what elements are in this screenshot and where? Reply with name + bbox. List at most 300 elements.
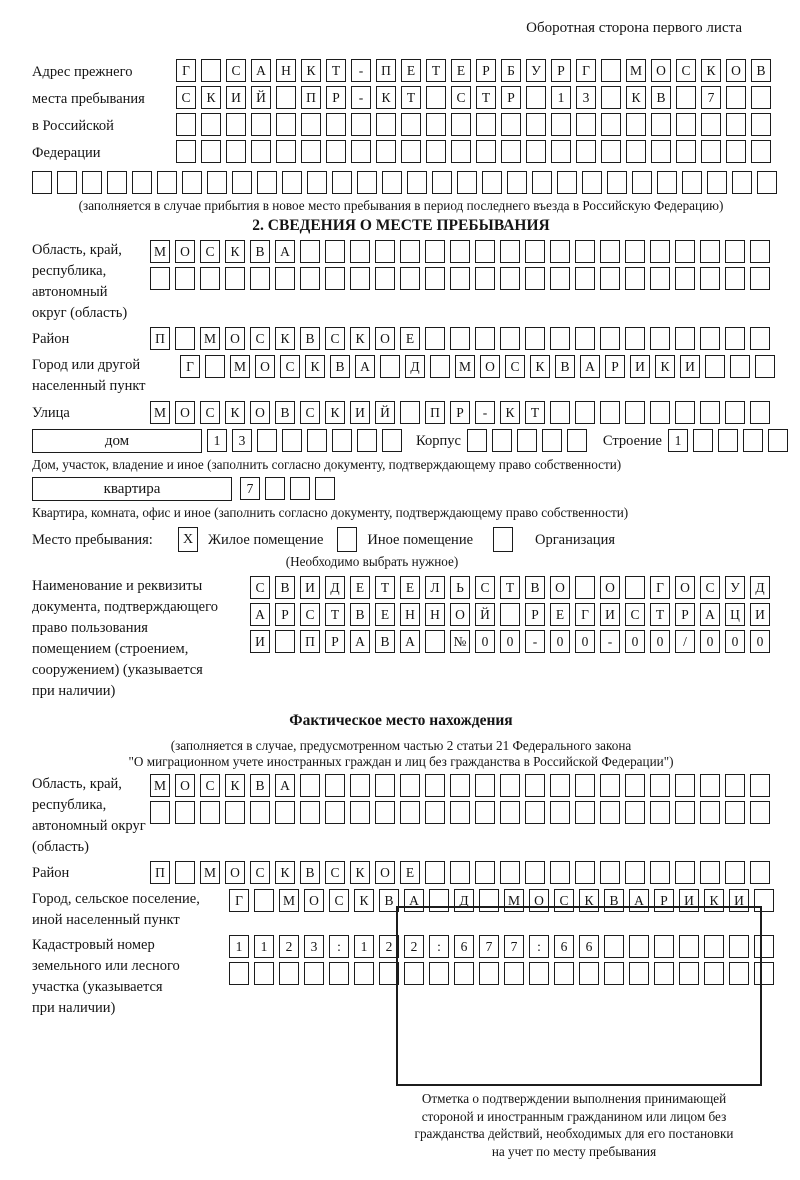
char-box[interactable]: И xyxy=(750,603,770,626)
char-box[interactable] xyxy=(525,240,545,263)
char-box[interactable] xyxy=(375,801,395,824)
char-box[interactable] xyxy=(400,401,420,424)
char-box[interactable] xyxy=(526,86,546,109)
char-box[interactable] xyxy=(707,171,727,194)
char-box[interactable] xyxy=(650,861,670,884)
char-box[interactable] xyxy=(625,401,645,424)
char-box[interactable]: В xyxy=(604,889,624,912)
char-box[interactable] xyxy=(475,267,495,290)
char-box[interactable]: И xyxy=(679,889,699,912)
char-box[interactable] xyxy=(750,401,770,424)
char-box[interactable]: М xyxy=(150,240,170,263)
char-box[interactable] xyxy=(332,171,352,194)
char-box[interactable]: 7 xyxy=(504,935,524,958)
char-box[interactable] xyxy=(600,240,620,263)
char-box[interactable] xyxy=(375,267,395,290)
char-box[interactable] xyxy=(550,801,570,824)
char-box[interactable] xyxy=(750,801,770,824)
char-box[interactable] xyxy=(600,267,620,290)
char-box[interactable]: С xyxy=(300,603,320,626)
char-box[interactable]: Е xyxy=(400,327,420,350)
char-box[interactable]: К xyxy=(655,355,675,378)
char-box[interactable] xyxy=(700,774,720,797)
char-box[interactable] xyxy=(265,477,285,500)
char-box[interactable] xyxy=(225,801,245,824)
char-box[interactable] xyxy=(226,140,246,163)
char-box[interactable] xyxy=(700,401,720,424)
char-box[interactable] xyxy=(176,140,196,163)
char-box[interactable] xyxy=(425,240,445,263)
char-box[interactable] xyxy=(675,861,695,884)
char-box[interactable]: С xyxy=(676,59,696,82)
char-box[interactable]: 1 xyxy=(354,935,374,958)
char-box[interactable] xyxy=(751,86,771,109)
char-box[interactable] xyxy=(676,86,696,109)
char-box[interactable] xyxy=(701,140,721,163)
char-box[interactable] xyxy=(517,429,537,452)
char-box[interactable] xyxy=(500,267,520,290)
char-box[interactable]: К xyxy=(376,86,396,109)
char-box[interactable]: С xyxy=(226,59,246,82)
char-box[interactable]: К xyxy=(225,401,245,424)
char-box[interactable] xyxy=(175,861,195,884)
char-box[interactable] xyxy=(257,429,277,452)
char-box[interactable]: К xyxy=(305,355,325,378)
char-box[interactable] xyxy=(425,774,445,797)
char-box[interactable]: Т xyxy=(375,576,395,599)
char-box[interactable] xyxy=(676,113,696,136)
char-box[interactable] xyxy=(357,171,377,194)
char-box[interactable]: Г xyxy=(576,59,596,82)
char-box[interactable]: Т xyxy=(401,86,421,109)
char-box[interactable] xyxy=(175,801,195,824)
char-box[interactable] xyxy=(743,429,763,452)
char-box[interactable] xyxy=(650,267,670,290)
char-box[interactable] xyxy=(57,171,77,194)
char-box[interactable] xyxy=(607,171,627,194)
char-box[interactable]: И xyxy=(226,86,246,109)
char-box[interactable] xyxy=(182,171,202,194)
char-box[interactable] xyxy=(525,774,545,797)
char-box[interactable] xyxy=(407,171,427,194)
char-box[interactable]: 0 xyxy=(550,630,570,653)
char-box[interactable]: С xyxy=(625,603,645,626)
char-box[interactable]: 2 xyxy=(279,935,299,958)
char-box[interactable]: / xyxy=(675,630,695,653)
char-box[interactable] xyxy=(700,861,720,884)
char-box[interactable] xyxy=(132,171,152,194)
char-box[interactable] xyxy=(501,140,521,163)
char-box[interactable]: Е xyxy=(401,59,421,82)
char-box[interactable]: О xyxy=(225,861,245,884)
char-box[interactable]: П xyxy=(150,861,170,884)
char-box[interactable] xyxy=(150,801,170,824)
char-box[interactable] xyxy=(450,861,470,884)
char-box[interactable]: М xyxy=(200,861,220,884)
char-box[interactable] xyxy=(201,113,221,136)
checkbox-organization[interactable] xyxy=(493,527,513,552)
char-box[interactable] xyxy=(250,267,270,290)
char-box[interactable]: П xyxy=(301,86,321,109)
char-box[interactable] xyxy=(650,240,670,263)
char-box[interactable]: Е xyxy=(350,576,370,599)
char-box[interactable] xyxy=(650,401,670,424)
char-box[interactable] xyxy=(500,327,520,350)
char-box[interactable]: А xyxy=(250,603,270,626)
checkbox-residential[interactable]: X xyxy=(178,527,198,552)
char-box[interactable] xyxy=(726,86,746,109)
char-box[interactable] xyxy=(232,171,252,194)
char-box[interactable]: Р xyxy=(675,603,695,626)
char-box[interactable]: 0 xyxy=(750,630,770,653)
char-box[interactable] xyxy=(525,267,545,290)
char-box[interactable] xyxy=(675,327,695,350)
char-box[interactable]: М xyxy=(504,889,524,912)
char-box[interactable]: О xyxy=(304,889,324,912)
char-box[interactable]: Е xyxy=(550,603,570,626)
char-box[interactable] xyxy=(755,355,775,378)
char-box[interactable]: 7 xyxy=(701,86,721,109)
char-box[interactable] xyxy=(475,861,495,884)
char-box[interactable]: Г xyxy=(229,889,249,912)
char-box[interactable]: А xyxy=(275,240,295,263)
char-box[interactable]: П xyxy=(300,630,320,653)
char-box[interactable]: К xyxy=(301,59,321,82)
char-box[interactable]: А xyxy=(629,889,649,912)
char-box[interactable]: 7 xyxy=(479,935,499,958)
char-box[interactable] xyxy=(290,477,310,500)
char-box[interactable] xyxy=(632,171,652,194)
char-box[interactable] xyxy=(500,774,520,797)
char-box[interactable] xyxy=(750,774,770,797)
char-box[interactable] xyxy=(475,327,495,350)
char-box[interactable]: 6 xyxy=(454,935,474,958)
char-box[interactable] xyxy=(750,267,770,290)
char-box[interactable] xyxy=(426,86,446,109)
char-box[interactable]: В xyxy=(375,630,395,653)
char-box[interactable]: Г xyxy=(176,59,196,82)
char-box[interactable] xyxy=(332,429,352,452)
char-box[interactable] xyxy=(150,267,170,290)
char-box[interactable] xyxy=(725,861,745,884)
char-box[interactable] xyxy=(350,240,370,263)
char-box[interactable] xyxy=(430,355,450,378)
char-box[interactable] xyxy=(157,171,177,194)
char-box[interactable]: 3 xyxy=(304,935,324,958)
char-box[interactable] xyxy=(401,140,421,163)
char-box[interactable]: С xyxy=(200,401,220,424)
char-box[interactable] xyxy=(326,140,346,163)
char-box[interactable] xyxy=(376,140,396,163)
char-box[interactable] xyxy=(625,327,645,350)
char-box[interactable]: О xyxy=(250,401,270,424)
char-box[interactable]: 0 xyxy=(500,630,520,653)
char-box[interactable]: К xyxy=(275,861,295,884)
char-box[interactable]: К xyxy=(354,889,374,912)
char-box[interactable] xyxy=(600,861,620,884)
char-box[interactable]: № xyxy=(450,630,470,653)
char-box[interactable] xyxy=(625,240,645,263)
char-box[interactable]: Т xyxy=(426,59,446,82)
char-box[interactable] xyxy=(307,429,327,452)
char-box[interactable] xyxy=(601,86,621,109)
char-box[interactable] xyxy=(475,801,495,824)
char-box[interactable]: В xyxy=(300,861,320,884)
char-box[interactable] xyxy=(175,327,195,350)
char-box[interactable] xyxy=(725,240,745,263)
char-box[interactable]: И xyxy=(680,355,700,378)
char-box[interactable]: В xyxy=(250,774,270,797)
char-box[interactable] xyxy=(675,267,695,290)
char-box[interactable]: Р xyxy=(476,59,496,82)
char-box[interactable] xyxy=(425,630,445,653)
char-box[interactable]: 0 xyxy=(650,630,670,653)
char-box[interactable] xyxy=(425,327,445,350)
char-box[interactable] xyxy=(600,401,620,424)
char-box[interactable]: О xyxy=(175,401,195,424)
char-box[interactable] xyxy=(625,861,645,884)
char-box[interactable] xyxy=(550,267,570,290)
char-box[interactable] xyxy=(705,355,725,378)
char-box[interactable]: М xyxy=(150,774,170,797)
char-box[interactable] xyxy=(276,86,296,109)
char-box[interactable]: А xyxy=(275,774,295,797)
char-box[interactable] xyxy=(375,240,395,263)
char-box[interactable]: О xyxy=(255,355,275,378)
char-box[interactable] xyxy=(315,477,335,500)
char-box[interactable] xyxy=(525,327,545,350)
char-box[interactable]: 6 xyxy=(579,935,599,958)
char-box[interactable] xyxy=(751,113,771,136)
char-box[interactable] xyxy=(457,171,477,194)
char-box[interactable] xyxy=(326,113,346,136)
char-box[interactable]: К xyxy=(704,889,724,912)
char-box[interactable]: 0 xyxy=(475,630,495,653)
char-box[interactable]: 2 xyxy=(379,935,399,958)
char-box[interactable]: С xyxy=(505,355,525,378)
char-box[interactable]: А xyxy=(251,59,271,82)
char-box[interactable]: И xyxy=(729,889,749,912)
char-box[interactable]: Р xyxy=(501,86,521,109)
char-box[interactable] xyxy=(725,327,745,350)
char-box[interactable] xyxy=(557,171,577,194)
char-box[interactable] xyxy=(450,267,470,290)
char-box[interactable]: Р xyxy=(551,59,571,82)
char-box[interactable]: П xyxy=(376,59,396,82)
char-box[interactable] xyxy=(550,774,570,797)
char-box[interactable]: В xyxy=(350,603,370,626)
char-box[interactable]: О xyxy=(550,576,570,599)
char-box[interactable] xyxy=(732,171,752,194)
char-box[interactable] xyxy=(380,355,400,378)
char-box[interactable]: С xyxy=(250,327,270,350)
char-box[interactable]: : xyxy=(329,935,349,958)
char-box[interactable]: В xyxy=(250,240,270,263)
char-box[interactable] xyxy=(32,171,52,194)
char-box[interactable] xyxy=(582,171,602,194)
char-box[interactable] xyxy=(325,267,345,290)
char-box[interactable] xyxy=(300,267,320,290)
char-box[interactable] xyxy=(576,140,596,163)
char-box[interactable] xyxy=(700,267,720,290)
char-box[interactable] xyxy=(450,774,470,797)
char-box[interactable]: К xyxy=(225,774,245,797)
char-box[interactable] xyxy=(450,240,470,263)
char-box[interactable]: О xyxy=(450,603,470,626)
char-box[interactable]: С xyxy=(200,240,220,263)
char-box[interactable]: Т xyxy=(476,86,496,109)
char-box[interactable] xyxy=(525,861,545,884)
char-box[interactable]: А xyxy=(355,355,375,378)
char-box[interactable] xyxy=(275,801,295,824)
char-box[interactable] xyxy=(300,240,320,263)
char-box[interactable] xyxy=(382,171,402,194)
char-box[interactable]: О xyxy=(225,327,245,350)
char-box[interactable] xyxy=(201,59,221,82)
char-box[interactable]: Т xyxy=(326,59,346,82)
char-box[interactable] xyxy=(279,962,299,985)
char-box[interactable] xyxy=(467,429,487,452)
char-box[interactable] xyxy=(550,327,570,350)
char-box[interactable] xyxy=(575,240,595,263)
char-box[interactable] xyxy=(400,774,420,797)
char-box[interactable] xyxy=(82,171,102,194)
char-box[interactable]: И xyxy=(250,630,270,653)
char-box[interactable]: Н xyxy=(276,59,296,82)
char-box[interactable]: О xyxy=(726,59,746,82)
char-box[interactable] xyxy=(400,240,420,263)
char-box[interactable] xyxy=(626,140,646,163)
char-box[interactable] xyxy=(682,171,702,194)
char-box[interactable]: О xyxy=(175,240,195,263)
char-box[interactable] xyxy=(650,327,670,350)
char-box[interactable]: К xyxy=(500,401,520,424)
char-box[interactable] xyxy=(426,140,446,163)
char-box[interactable]: Й xyxy=(475,603,495,626)
char-box[interactable]: С xyxy=(280,355,300,378)
char-box[interactable] xyxy=(542,429,562,452)
char-box[interactable]: Р xyxy=(325,630,345,653)
char-box[interactable]: - xyxy=(525,630,545,653)
char-box[interactable]: : xyxy=(429,935,449,958)
char-box[interactable] xyxy=(526,113,546,136)
char-box[interactable]: М xyxy=(200,327,220,350)
char-box[interactable] xyxy=(626,113,646,136)
char-box[interactable] xyxy=(675,401,695,424)
char-box[interactable] xyxy=(725,774,745,797)
char-box[interactable]: И xyxy=(300,576,320,599)
char-box[interactable]: И xyxy=(630,355,650,378)
char-box[interactable] xyxy=(451,113,471,136)
char-box[interactable] xyxy=(225,267,245,290)
char-box[interactable] xyxy=(750,861,770,884)
char-box[interactable] xyxy=(205,355,225,378)
char-box[interactable] xyxy=(701,113,721,136)
char-box[interactable] xyxy=(492,429,512,452)
char-box[interactable] xyxy=(276,140,296,163)
char-box[interactable] xyxy=(501,113,521,136)
char-box[interactable]: И xyxy=(600,603,620,626)
char-box[interactable] xyxy=(354,962,374,985)
char-box[interactable]: В xyxy=(555,355,575,378)
char-box[interactable] xyxy=(475,240,495,263)
char-box[interactable] xyxy=(250,801,270,824)
char-box[interactable] xyxy=(300,801,320,824)
char-box[interactable]: С xyxy=(200,774,220,797)
char-box[interactable]: Й xyxy=(251,86,271,109)
char-box[interactable] xyxy=(575,576,595,599)
char-box[interactable]: К xyxy=(530,355,550,378)
char-box[interactable] xyxy=(700,327,720,350)
char-box[interactable]: Б xyxy=(501,59,521,82)
char-box[interactable] xyxy=(382,429,402,452)
char-box[interactable]: Д xyxy=(454,889,474,912)
char-box[interactable] xyxy=(301,113,321,136)
char-box[interactable]: 1 xyxy=(229,935,249,958)
char-box[interactable]: А xyxy=(404,889,424,912)
char-box[interactable] xyxy=(575,401,595,424)
char-box[interactable] xyxy=(751,140,771,163)
char-box[interactable]: Т xyxy=(500,576,520,599)
char-box[interactable]: 1 xyxy=(207,429,227,452)
char-box[interactable] xyxy=(325,774,345,797)
char-box[interactable] xyxy=(300,774,320,797)
char-box[interactable]: - xyxy=(351,59,371,82)
char-box[interactable]: М xyxy=(279,889,299,912)
char-box[interactable] xyxy=(401,113,421,136)
char-box[interactable]: В xyxy=(525,576,545,599)
char-box[interactable]: Д xyxy=(750,576,770,599)
char-box[interactable]: 6 xyxy=(554,935,574,958)
char-box[interactable] xyxy=(307,171,327,194)
char-box[interactable]: Е xyxy=(400,861,420,884)
char-box[interactable]: Т xyxy=(525,401,545,424)
char-box[interactable]: О xyxy=(651,59,671,82)
char-box[interactable] xyxy=(229,962,249,985)
char-box[interactable]: М xyxy=(455,355,475,378)
char-box[interactable] xyxy=(750,240,770,263)
char-box[interactable]: И xyxy=(350,401,370,424)
char-box[interactable]: У xyxy=(526,59,546,82)
char-box[interactable]: : xyxy=(529,935,549,958)
char-box[interactable] xyxy=(375,774,395,797)
char-box[interactable]: 0 xyxy=(700,630,720,653)
char-box[interactable]: В xyxy=(651,86,671,109)
char-box[interactable] xyxy=(575,327,595,350)
char-box[interactable] xyxy=(476,140,496,163)
char-box[interactable] xyxy=(550,861,570,884)
char-box[interactable]: Р xyxy=(450,401,470,424)
char-box[interactable]: О xyxy=(375,327,395,350)
char-box[interactable]: В xyxy=(751,59,771,82)
char-box[interactable] xyxy=(254,889,274,912)
char-box[interactable]: С xyxy=(300,401,320,424)
char-box[interactable]: С xyxy=(700,576,720,599)
char-box[interactable]: В xyxy=(275,401,295,424)
char-box[interactable]: Е xyxy=(400,576,420,599)
char-box[interactable] xyxy=(601,140,621,163)
char-box[interactable]: М xyxy=(230,355,250,378)
char-box[interactable] xyxy=(275,630,295,653)
char-box[interactable]: О xyxy=(600,576,620,599)
char-box[interactable] xyxy=(201,140,221,163)
char-box[interactable] xyxy=(600,774,620,797)
char-box[interactable] xyxy=(532,171,552,194)
char-box[interactable] xyxy=(482,171,502,194)
char-box[interactable] xyxy=(575,801,595,824)
char-box[interactable] xyxy=(600,801,620,824)
char-box[interactable] xyxy=(475,774,495,797)
